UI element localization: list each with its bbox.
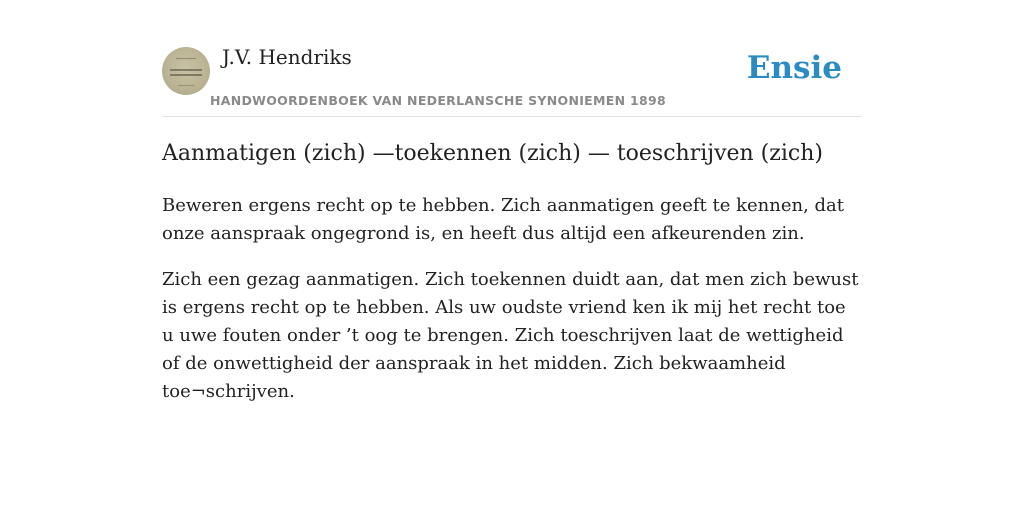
header — [162, 40, 862, 117]
entry-content — [162, 138, 862, 424]
author-name[interactable]: J.V. Hendriks — [222, 45, 352, 69]
book-cover-icon[interactable] — [162, 47, 210, 95]
entry-title: Aanmatigen (zich) —toekennen (zich) — toeschrijven (zich) — [162, 141, 823, 166]
entry-paragraph: Beweren ergens recht op te hebben. Zich aanmatigen geeft te kennen, dat onze aanspraak ongegrond is, en heeft dus altijd een afkeurenden zin. — [162, 195, 845, 244]
source-title[interactable]: HANDWOORDENBOEK VAN NEDERLANSCHE SYNONIEMEN 1898 — [210, 93, 667, 108]
brand-logo[interactable]: Ensie — [746, 50, 842, 86]
entry-paragraph: Zich een gezag aanmatigen. Zich toekennen duidt aan, dat men zich bewust is ergens recht op te hebben. Als uw oudste vriend ken ik mij het recht toe u uwe fouten onder ’t oog te brengen. Zich toeschrijven laat de wettigheid of de onwettigheid der aanspraak in het midden. Zich bekwaamheid toe¬schrijven. — [162, 269, 859, 402]
